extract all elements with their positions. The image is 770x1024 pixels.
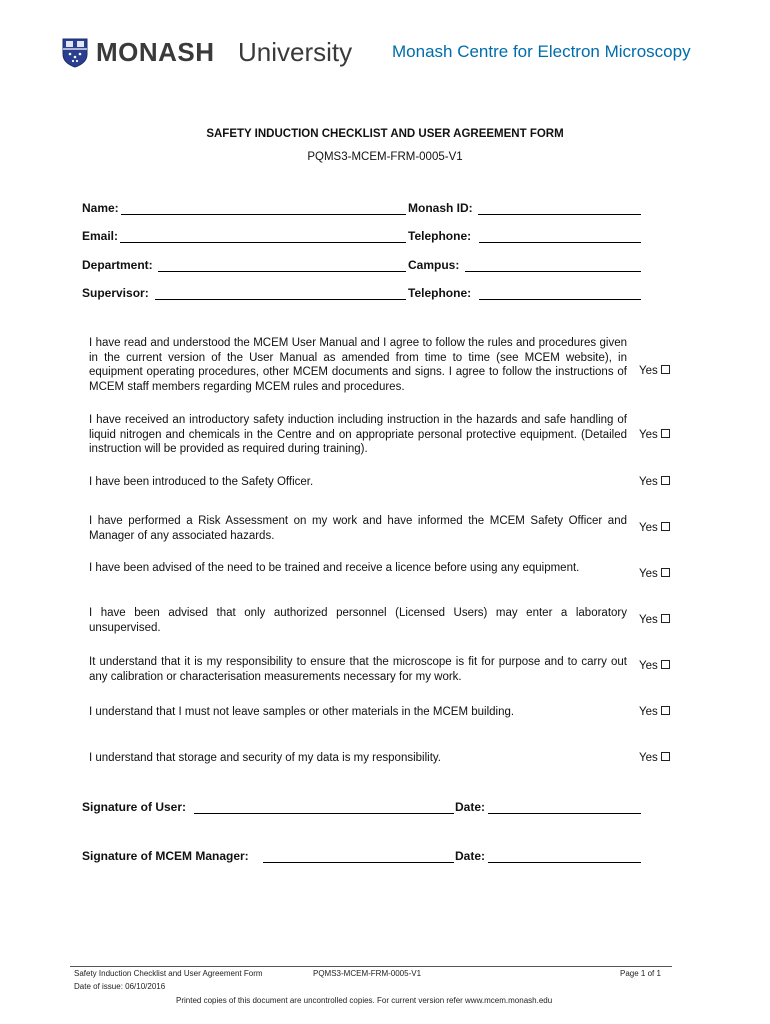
centre-name: Monash Centre for Electron Microscopy: [392, 42, 691, 61]
checklist-item-7: It understand that it is my responsibility to ensure that the microscope is fit for purpose and to carry out any calibration or characterisation measurements necessary for my work.: [89, 656, 627, 683]
footer-form-name: Safety Induction Checklist and User Agreement Form: [74, 969, 263, 978]
email-field[interactable]: [120, 230, 406, 243]
checkbox-icon[interactable]: [661, 476, 670, 485]
monash-id-label: Monash ID:: [408, 201, 473, 215]
checklist-yes-7[interactable]: Yes: [639, 659, 670, 673]
manager-date-field[interactable]: [488, 850, 641, 863]
checklist-item-5: I have been advised of the need to be trained and receive a licence before using any equipment.: [89, 562, 580, 574]
checklist-item-2: I have received an introductory safety induction including instruction in the hazards and safe handling of liquid nitrogen and chemicals in the Centre and on appropriate personal protective equipment. (Detailed instruction will be provided as required during training).: [89, 414, 627, 455]
checklist-yes-4[interactable]: Yes: [639, 521, 670, 535]
supervisor-telephone-field[interactable]: [479, 287, 641, 300]
telephone-field[interactable]: [479, 230, 641, 243]
checkbox-icon[interactable]: [661, 752, 670, 761]
university-name: University: [238, 37, 353, 67]
checklist-yes-6[interactable]: Yes: [639, 613, 670, 627]
manager-signature-field[interactable]: [263, 850, 454, 863]
footer-issue-date: Date of issue: 06/10/2016: [74, 982, 166, 991]
checkbox-icon[interactable]: [661, 365, 670, 374]
checkbox-icon[interactable]: [661, 568, 670, 577]
checklist-item-8: I understand that I must not leave samples or other materials in the MCEM building.: [89, 706, 515, 718]
checklist-item-3: I have been introduced to the Safety Officer.: [89, 476, 314, 488]
document-title: SAFETY INDUCTION CHECKLIST AND USER AGREEMENT FORM: [206, 128, 564, 140]
checklist-yes-8[interactable]: Yes: [639, 705, 670, 719]
checklist-yes-5[interactable]: Yes: [639, 567, 670, 581]
campus-field[interactable]: [465, 259, 641, 272]
checkbox-icon[interactable]: [661, 522, 670, 531]
university-name-bold: MONASH: [96, 37, 215, 67]
department-label: Department:: [82, 258, 153, 272]
checklist-item-9: I understand that storage and security of my data is my responsibility.: [89, 752, 441, 764]
checklist-yes-2[interactable]: Yes: [639, 428, 670, 442]
email-label: Email:: [82, 229, 119, 243]
checkbox-icon[interactable]: [661, 660, 670, 669]
telephone-label: Telephone:: [408, 229, 472, 243]
footer-divider: [70, 966, 672, 967]
footer-note: Printed copies of this document are uncontrolled copies. For current version refer www.mcem.monash.edu: [176, 996, 553, 1005]
supervisor-field[interactable]: [155, 287, 406, 300]
checklist-yes-1[interactable]: Yes: [639, 364, 670, 378]
footer-code: PQMS3-MCEM-FRM-0005-V1: [313, 969, 422, 978]
manager-signature-label: Signature of MCEM Manager:: [82, 849, 249, 863]
campus-label: Campus:: [408, 258, 460, 272]
checklist-item-6: I have been advised that only authorized personnel (Licensed Users) may enter a laboratory unsupervised.: [89, 607, 627, 634]
manager-date-label: Date:: [455, 849, 486, 863]
checkbox-icon[interactable]: [661, 706, 670, 715]
checkbox-icon[interactable]: [661, 429, 670, 438]
footer-page: Page 1 of 1: [620, 969, 661, 978]
document-code: PQMS3-MCEM-FRM-0005-V1: [307, 151, 463, 163]
department-field[interactable]: [158, 259, 406, 272]
monash-id-field[interactable]: [478, 202, 641, 215]
user-signature-field[interactable]: [194, 801, 454, 814]
user-signature-label: Signature of User:: [82, 800, 187, 814]
checklist-yes-3[interactable]: Yes: [639, 475, 670, 489]
user-date-label: Date:: [455, 800, 486, 814]
user-date-field[interactable]: [488, 801, 641, 814]
checklist-yes-9[interactable]: Yes: [639, 751, 670, 765]
name-field[interactable]: [121, 202, 406, 215]
checkbox-icon[interactable]: [661, 614, 670, 623]
supervisor-telephone-label: Telephone:: [408, 286, 472, 300]
checklist-item-1: I have read and understood the MCEM User Manual and I agree to follow the rules and procedures given in the current version of the User Manual as amended from time to time (see MCEM website), in equipment operating procedures, other MCEM documents and signs. I agree to follow the instructions of MCEM staff members regarding MCEM rules and procedures.: [89, 337, 627, 393]
letterhead: [62, 36, 712, 70]
monash-crest-icon: [62, 38, 88, 68]
supervisor-label: Supervisor:: [82, 286, 149, 300]
checklist-item-4: I have performed a Risk Assessment on my work and have informed the MCEM Safety Officer and Manager of any associated hazards.: [89, 515, 627, 542]
name-label: Name:: [82, 201, 119, 215]
